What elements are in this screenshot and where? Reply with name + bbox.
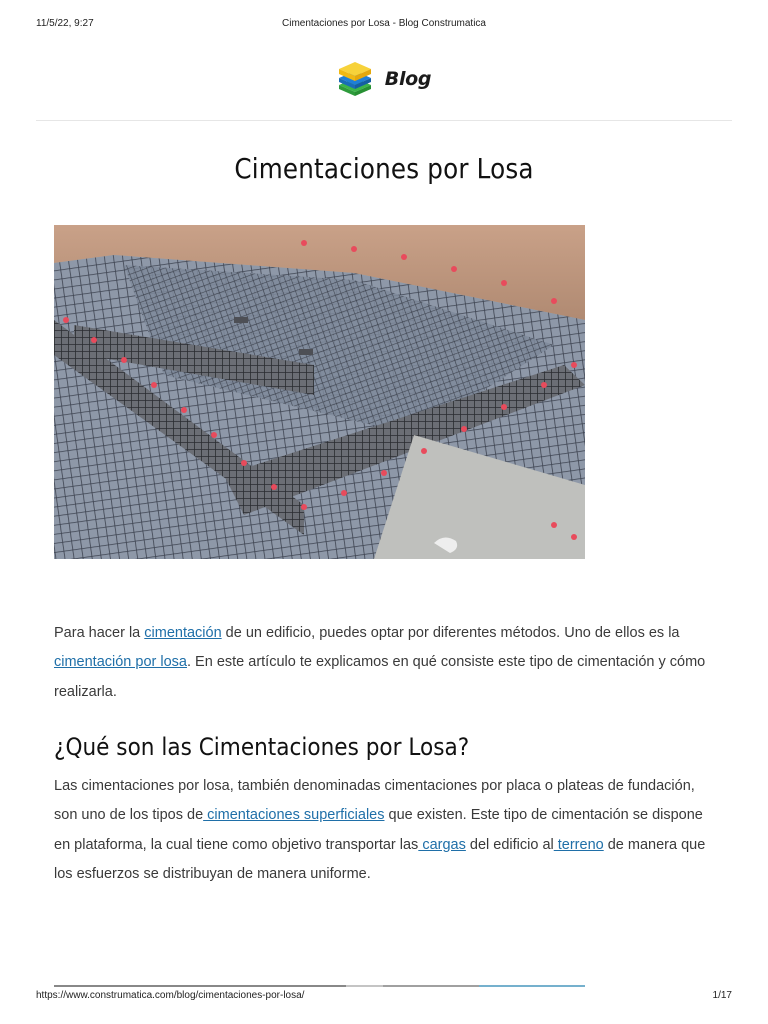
header-divider xyxy=(36,120,732,121)
intro-text-1: Para hacer la xyxy=(54,625,145,641)
stacked-layers-logo-icon[interactable] xyxy=(337,60,373,98)
link-cimentacion[interactable]: cimentación xyxy=(144,625,222,641)
intro-paragraph xyxy=(54,619,719,707)
rebar-mesh-foundation-photo xyxy=(54,225,585,559)
cut-off-content-edge xyxy=(54,985,585,987)
print-date: 11/5/22, 9:27 xyxy=(36,18,94,29)
link-cimentaciones-superficiales[interactable]: cimentaciones superficiales xyxy=(203,807,385,824)
link-terreno[interactable]: terreno xyxy=(553,836,604,853)
section-text-1: Las cimentaciones por losa, también denominadas cimentaciones por placa o plateas de fundación, son uno de los tipos de xyxy=(54,778,695,824)
site-header xyxy=(0,58,768,100)
link-cimentacion-por-losa[interactable]: cimentación por losa xyxy=(54,654,187,671)
intro-text-2: de un edificio, puedes optar por diferentes métodos. Uno de ellos es la xyxy=(221,625,680,641)
print-document-title: Cimentaciones por Losa - Blog Construmatica xyxy=(282,18,486,29)
print-header xyxy=(36,18,732,32)
article-title: Cimentaciones por Losa xyxy=(234,152,534,185)
page-number: 1/17 xyxy=(712,990,732,1001)
section-text-3: del edificio al xyxy=(465,836,554,853)
intro-text-3: . En este artículo te explicamos en qué consiste este tipo de cimentación y cómo realizarla. xyxy=(54,654,706,700)
print-url: https://www.construmatica.com/blog/cimentaciones-por-losa/ xyxy=(36,990,305,1001)
section-heading-que-son: ¿Qué son las Cimentaciones por Losa? xyxy=(54,733,470,761)
print-footer xyxy=(36,990,732,1004)
blog-brand[interactable]: Blog xyxy=(384,68,432,90)
section-text-2: que existen. Este tipo de cimentación se dispone en plataforma, la cual tiene como objetivo transportar las xyxy=(54,807,703,853)
section-paragraph xyxy=(54,772,719,889)
link-cargas[interactable]: cargas xyxy=(418,836,466,853)
section-text-4: de manera que los esfuerzos se distribuyan de manera uniforme. xyxy=(54,836,706,882)
